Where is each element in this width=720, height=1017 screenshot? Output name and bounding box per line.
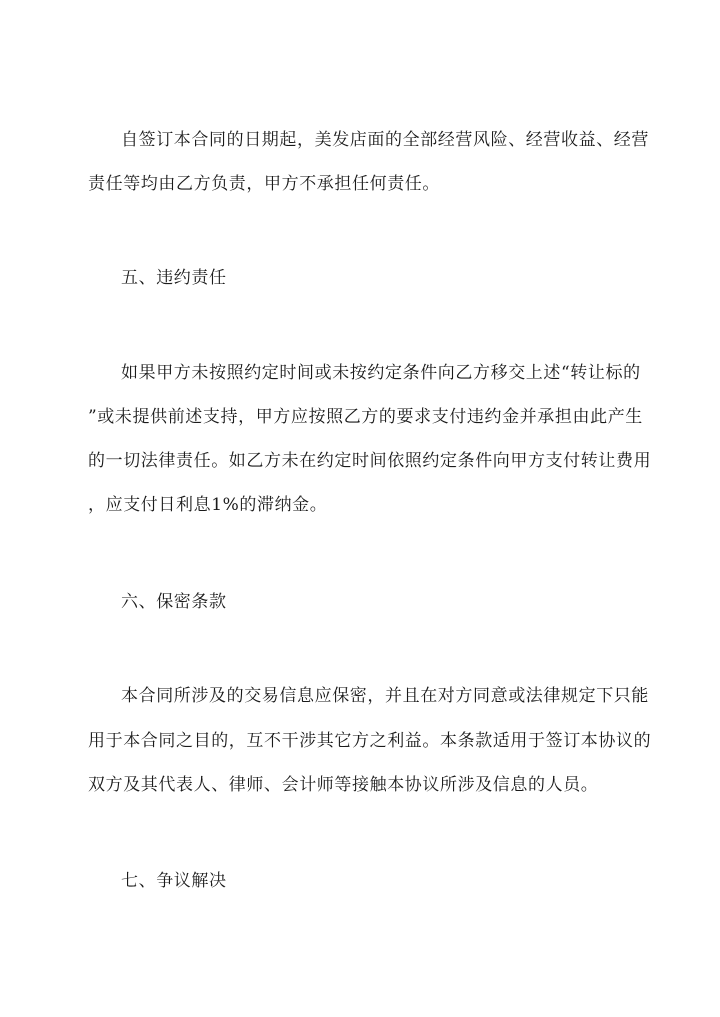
section-heading-6: 六、保密条款	[121, 592, 227, 612]
section-heading-7: 七、争议解决	[121, 871, 227, 891]
paragraph-line: 如果甲方未按照约定时间或未按约定条件向乙方移交上述“转让标的	[121, 363, 641, 383]
paragraph-line: 责任等均由乙方负责，甲方不承担任何责任。	[88, 174, 440, 194]
paragraph-line: ，应支付日利息1%的滞纳金。	[88, 495, 328, 515]
section-heading-5: 五、违约责任	[121, 268, 227, 288]
paragraph-line: 自签订本合同的日期起，美发店面的全部经营风险、经营收益、经营	[121, 130, 649, 150]
paragraph-line: 的一切法律责任。如乙方未在约定时间依照约定条件向甲方支付转让费用	[88, 451, 652, 471]
paragraph-line: 双方及其代表人、律师、会计师等接触本协议所涉及信息的人员。	[88, 775, 599, 795]
paragraph-line: ”或未提供前述支持，甲方应按照乙方的要求支付违约金并承担由此产生	[88, 407, 643, 427]
paragraph-line: 本合同所涉及的交易信息应保密，并且在对方同意或法律规定下只能	[121, 686, 649, 706]
paragraph-line: 用于本合同之目的，互不干涉其它方之利益。本条款适用于签订本协议的	[88, 731, 652, 751]
